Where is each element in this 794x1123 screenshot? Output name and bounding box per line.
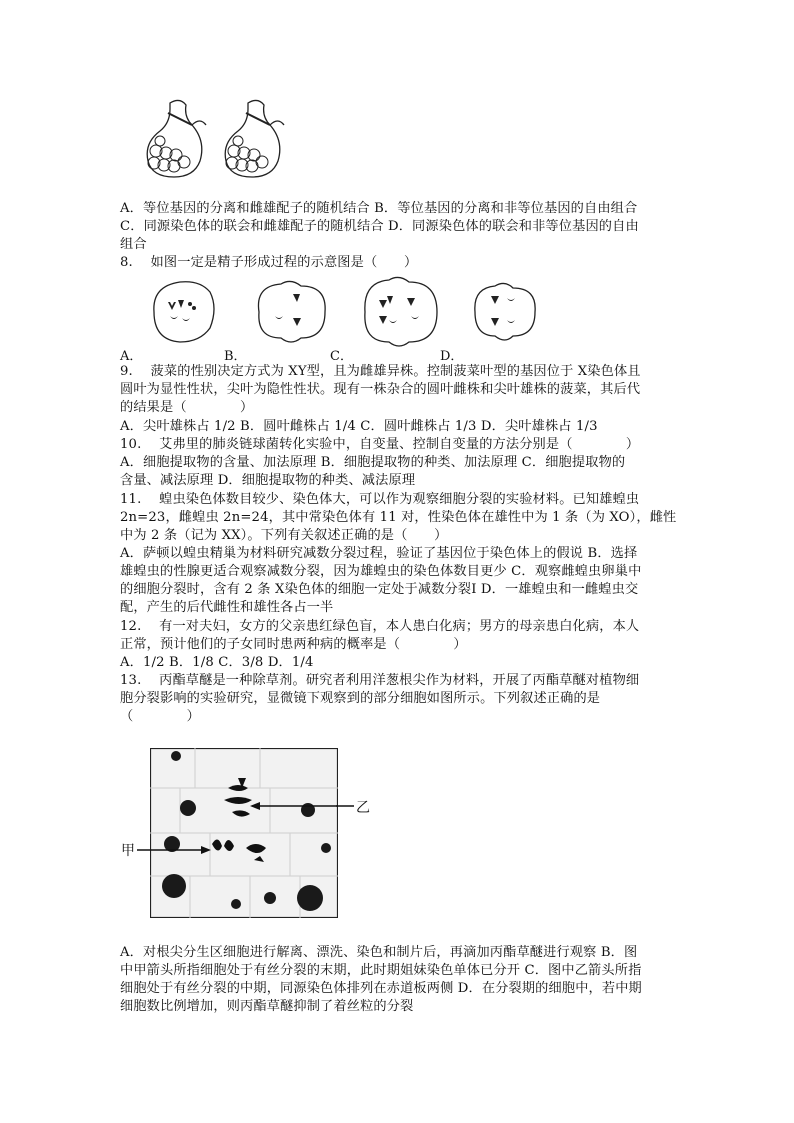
q11-line-6: 的细胞分裂时，含有 2 条 X染色体的细胞一定处于减数分裂Ⅰ D．一雄蝗虫和一雌蝗虫交 [120,582,639,597]
q13-option-line-3: 细胞处于有丝分裂的中期，同源染色体排列在赤道板两侧 D．在分裂期的细胞中，若中期 [120,981,642,996]
onion-root-tip-micrograph [150,748,338,918]
q12-line-1: 12. 有一对夫妇，女方的父亲患红绿色盲，本人患白化病；男方的母亲患白化病，本人 [120,619,640,634]
q8-label-d: D． [440,349,464,364]
q11-line-4: A．萨顿以蝗虫精巢为材料研究减数分裂过程，验证了基因位于染色体上的假说 B．选择 [120,546,638,561]
q8-stem: 8. 如图一定是精子形成过程的示意图是（ ） [120,255,418,270]
cell-division-figures [140,272,540,350]
q12-options: A．1/2 B．1/8 C．3/8 D．1/4 [120,655,314,670]
q12-line-2: 正常，预计他们的子女同时患两种病的概率是（ ） [120,637,467,652]
q13-line-1: 13. 丙酯草醚是一种除草剂。研究者利用洋葱根尖作为材料，开展了丙酯草醚对植物细 [120,673,640,688]
q13-line-3: （ ） [120,709,201,724]
q11-line-5: 雄蝗虫的性腺更适合观察减数分裂，因为雄蝗虫的染色体数目更少 C．观察雌蝗虫卵巢中 [120,564,642,579]
q13-option-line-2: 中甲箭头所指细胞处于有丝分裂的末期，此时期姐妹染色单体已分开 C．图中乙箭头所指 [120,963,642,978]
q11-line-1: 11. 蝗虫染色体数目较少、染色体大，可以作为观察细胞分裂的实验材料。已知雄蝗虫 [120,492,640,507]
q9-line-3: 的结果是（ ） [120,400,254,415]
cell-a [154,282,214,342]
q10-line-3: 含量、减法原理 D．细胞提取物的种类、减法原理 [120,473,416,488]
q8-label-b: B． [224,349,247,364]
q8-label-c: C． [330,349,353,364]
q9-line-2: 圆叶为显性性状，尖叶为隐性性状。现有一株杂合的圆叶雌株和尖叶雄株的菠菜，其后代 [120,382,641,397]
label-jia: 甲 [121,843,135,859]
cell-c [365,277,437,346]
q13-option-line-1: A．对根尖分生区细胞进行解离、漂洗、染色和制片后，再滴加丙酯草醚进行观察 B．图 [120,945,638,960]
bead-bag-right [225,100,284,177]
q11-line-7: 配，产生的后代雌性和雄性各占一半 [120,600,334,615]
q7-option-line-2: C．同源染色体的联会和雌雄配子的随机结合 D．同源染色体的联会和非等位基因的自由 [120,219,639,234]
cell-d [475,283,535,340]
bead-bags-figure [140,95,290,185]
q7-option-line-3: 组合 [120,237,147,252]
q7-option-line-1: A．等位基因的分离和雌雄配子的随机结合 B．等位基因的分离和非等位基因的自由组合 [120,201,638,216]
q10-line-1: 10. 艾弗里的肺炎链球菌转化实验中，自变量、控制自变量的方法分别是（ ） [120,437,640,452]
arrow-from-jia [137,844,213,856]
q11-line-3: 中为 2 条（记为 XX）。下列有关叙述正确的是（ ） [120,528,448,543]
q10-line-2: A．细胞提取物的含量、加法原理 B．细胞提取物的种类、加法原理 C．细胞提取物的 [120,455,626,470]
cell-b [258,281,325,342]
q8-label-a: A． [120,349,143,364]
q13-line-2: 胞分裂影响的实验研究，显微镜下观察到的部分细胞如图所示。下列叙述正确的是 [120,691,601,706]
q9-line-1: 9. 菠菜的性别决定方式为 XY型，且为雌雄异株。控制菠菜叶型的基因位于 X染色体且 [120,364,641,379]
label-yi: 乙 [356,800,370,816]
q11-line-2: 2n=23，雌蝗虫 2n=24，其中常染色体有 11 对，性染色体在雄性中为 1 条（为 XO），雌性 [120,510,677,525]
arrow-to-yi [336,800,354,812]
q9-options: A．尖叶雄株占 1/2 B．圆叶雌株占 1/4 C．圆叶雌株占 1/3 D．尖叶雄株占 1/3 [120,419,598,434]
bead-bag-left [147,100,206,177]
q13-option-line-4: 细胞数比例增加，则丙酯草醚抑制了着丝粒的分裂 [120,999,414,1014]
